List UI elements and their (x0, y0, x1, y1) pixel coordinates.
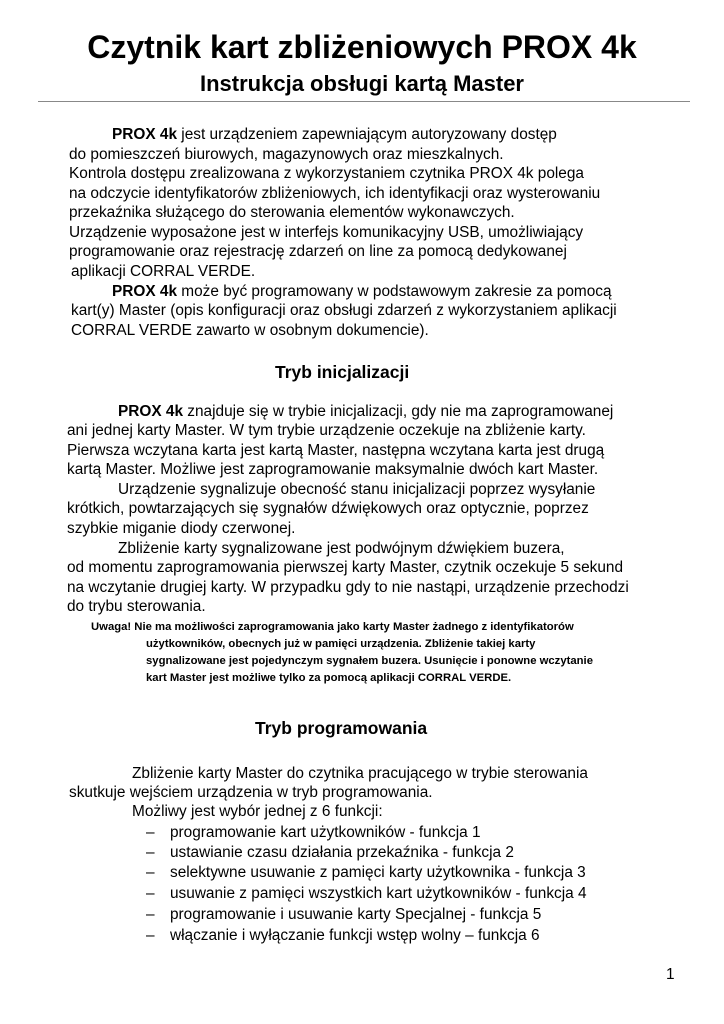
init-line-6: krótkich, powtarzających się sygnałów dźwiękowych oraz optycznie, poprzez (67, 500, 589, 517)
intro-line-6: Urządzenie wyposażone jest w interfejs komunikacyjny USB, umożliwiający (69, 224, 584, 241)
function-item-6: włączanie i wyłączanie funkcji wstęp wolny – funkcja 6 (170, 927, 540, 944)
intro-line-7: programowanie oraz rejestrację zdarzeń on line za pomocą dedykowanej (69, 243, 567, 260)
init-line-2: ani jednej karty Master. W tym trybie urządzenie oczekuje na zbliżenie karty. (67, 422, 586, 439)
warning-line-1: Uwaga! Nie ma możliwości zaprogramowania jako karty Master żadnego z identyfikatorów (91, 621, 574, 633)
page-number: 1 (666, 966, 675, 983)
init-text: znajduje się w trybie inicjalizacji, gdy nie ma zaprogramowanej (183, 403, 614, 420)
warning-line-4: kart Master jest możliwe tylko za pomocą aplikacji CORRAL VERDE. (146, 672, 512, 684)
function-item-2: ustawianie czasu działania przekaźnika - funkcja 2 (170, 844, 514, 861)
intro-line-9 (112, 282, 612, 302)
warning-line-2: użytkowników, obecnych już w pamięci urządzenia. Zbliżenie takiej karty (146, 638, 536, 650)
list-bullet: – (146, 844, 155, 861)
init-line-1 (118, 402, 613, 422)
init-line-3: Pierwsza wczytana karta jest kartą Master, następna wczytana karta jest drugą (67, 442, 605, 459)
init-line-10: na wczytanie drugiej karty. W przypadku gdy to nie nastąpi, urządzenie przechodzi (67, 579, 629, 596)
function-item-4: usuwanie z pamięci wszystkich kart użytkowników - funkcja 4 (170, 885, 587, 902)
section-heading-prog: Tryb programowania (255, 718, 428, 738)
product-name: PROX 4k (112, 283, 178, 300)
init-line-11: do trybu sterowania. (67, 598, 206, 615)
init-line-4: kartą Master. Możliwe jest zaprogramowanie maksymalnie dwóch kart Master. (67, 461, 599, 478)
init-line-9: od momentu zaprogramowania pierwszej karty Master, czytnik oczekuje 5 sekund (67, 559, 624, 576)
init-line-7: szybkie miganie diody czerwonej. (67, 520, 296, 537)
intro-text: może być programowany w podstawowym zakresie za pomocą (177, 283, 612, 300)
page-title: Czytnik kart zbliżeniowych PROX 4k (87, 29, 637, 65)
warning-line-3: sygnalizowane jest pojedynczym sygnałem buzera. Usunięcie i ponowne wczytanie (146, 655, 593, 667)
intro-line-11: CORRAL VERDE zawarto w osobnym dokumencie). (71, 322, 429, 339)
intro-line-5: przekaźnika służącego do sterowania elementów wykonawczych. (69, 204, 515, 221)
list-bullet: – (146, 885, 155, 902)
list-bullet: – (146, 927, 155, 944)
intro-line-4: na odczycie identyfikatorów zbliżeniowych, ich identyfikacji oraz wysterowaniu (69, 185, 601, 202)
intro-line-3: Kontrola dostępu zrealizowana z wykorzystaniem czytnika PROX 4k polega (69, 165, 584, 182)
product-name: PROX 4k (112, 126, 178, 143)
intro-line-1 (112, 125, 557, 145)
intro-text: jest urządzeniem zapewniającym autoryzowany dostęp (177, 126, 557, 143)
intro-line-10: kart(y) Master (opis konfiguracji oraz obsługi zdarzeń z wykorzystaniem aplikacji (71, 302, 617, 319)
title-divider (38, 101, 690, 102)
list-bullet: – (146, 824, 155, 841)
list-bullet: – (146, 864, 155, 881)
function-item-3: selektywne usuwanie z pamięci karty użytkownika - funkcja 3 (170, 864, 586, 881)
product-name: PROX 4k (118, 403, 184, 420)
prog-line-2: skutkuje wejściem urządzenia w tryb programowania. (69, 784, 433, 801)
list-bullet: – (146, 906, 155, 923)
function-item-5: programowanie i usuwanie karty Specjalnej - funkcja 5 (170, 906, 542, 923)
prog-line-1: Zbliżenie karty Master do czytnika pracującego w trybie sterowania (132, 765, 588, 782)
prog-line-3: Możliwy jest wybór jednej z 6 funkcji: (132, 803, 383, 820)
intro-line-2: do pomieszczeń biurowych, magazynowych oraz mieszkalnych. (69, 146, 504, 163)
intro-line-8: aplikacji CORRAL VERDE. (71, 263, 256, 280)
init-line-5: Urządzenie sygnalizuje obecność stanu inicjalizacji poprzez wysyłanie (118, 481, 596, 498)
function-item-1: programowanie kart użytkowników - funkcja 1 (170, 824, 481, 841)
section-heading-init: Tryb inicjalizacji (275, 362, 410, 382)
page-subtitle: Instrukcja obsługi kartą Master (200, 71, 524, 96)
init-line-8: Zbliżenie karty sygnalizowane jest podwójnym dźwiękiem buzera, (118, 540, 565, 557)
